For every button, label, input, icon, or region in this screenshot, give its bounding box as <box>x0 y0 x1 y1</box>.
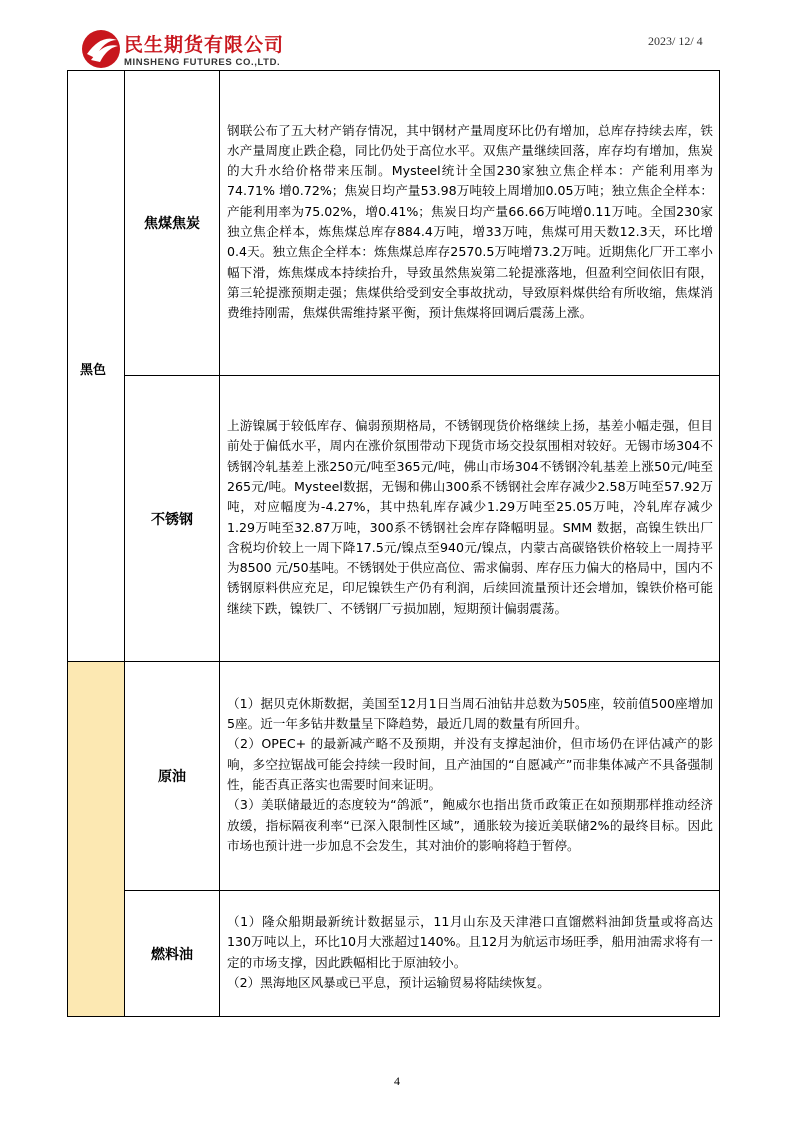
commentary-paragraph: （2）OPEC+ 的最新减产略不及预期，并没有支撑起油价，但市场仍在评估减产的影响，多空拉锯战可能会持续一段时间，且产油国的“自愿减产”而非集体减产不具备强制性，能否真正落实也需要时间来证明。 <box>227 736 713 792</box>
commodity-name: 不锈钢 <box>125 376 220 662</box>
page-header <box>80 22 730 72</box>
commentary-paragraph: （1）据贝克休斯数据，美国至12月1日当周石油钻井总数为505座，较前值500座增加5座。近一年多钻井数量呈下降趋势，最近几周的数量有所回升。 <box>227 695 713 732</box>
page-number: 4 <box>394 1074 400 1088</box>
report-date: 2023/ 12/ 4 <box>648 34 703 48</box>
commentary-paragraph: 上游镍属于较低库存、偏弱预期格局，不锈钢现货价格继续上扬，基差小幅走强，但目前处于偏低水平，周内在涨价氛围带动下现货市场交投氛围相对较好。无锡市场304不锈钢冷轧基差上涨250元/吨至365元/吨，佛山市场304不锈钢冷轧基差上涨50元/吨至265元/吨。Mysteel数据，无锡和佛山300系不锈钢社会库存减少2.58万吨至57.92万吨，对应幅度为-4.27%，其中热轧库存减少1.29万吨至25.05万吨，冷轧库存减少1.29万吨至32.87万吨，300系不锈钢社会库存降幅明显。SMM 数据，高镍生铁出厂含税均价较上一周下降17.5元/镍点至940元/镍点，内蒙古高碳铬铁价格较上一周持平为8500 元/50基吨。不锈钢处于供应高位、需求偏弱、库存压力偏大的格局中，国内不锈钢原料供应充足，印尼镍铁生产仍有利润，后续回流量预计还会增加，镍铁价格可能继续下跌，镍铁厂、不锈钢厂亏损加剧，短期预计偏弱震荡。 <box>227 418 713 616</box>
commentary-paragraph: （2）黑海地区风暴或已平息，预计运输贸易将陆续恢复。 <box>227 974 550 990</box>
commodity-name: 焦煤焦炭 <box>125 71 220 376</box>
table-row <box>68 662 720 891</box>
commodity-commentary <box>220 376 720 662</box>
minsheng-logo-icon <box>80 28 122 70</box>
commodity-name: 原油 <box>125 662 220 891</box>
category-cell <box>68 662 125 1017</box>
category-cell <box>68 71 125 662</box>
commentary-paragraph: 钢联公布了五大材产销存情况，其中钢材产量周度环比仍有增加，总库存持续去库，铁水产量周度止跌企稳，同比仍处于高位水平。双焦产量继续回落，库存均有增加，焦炭的大升水给价格带来压制。Mysteel统计全国230家独立焦企样本：产能利用率为74.71% 增0.72%；焦炭日均产量53.98万吨较上周增加0.05万吨；独立焦企全样本：产能利用率为75.02%，增0.41%；焦炭日均产量66.66万吨增0.11万吨。全国230家独立焦企样本，炼焦煤总库存884.4万吨，增33万吨，焦煤可用天数12.3天，环比增0.4天。独立焦企全样本：炼焦煤总库存2570.5万吨增73.2万吨。近期焦化厂开工率小幅下滑，炼焦煤成本持续抬升，导致虽然焦炭第二轮提涨落地，但盈利空间依旧有限，第三轮提涨预期走强；焦煤供给受到安全事故扰动，导致原料煤供给有所收缩，焦煤消费维持刚需，焦煤供需维持紧平衡，预计焦煤将回调后震荡上涨。 <box>227 122 713 321</box>
company-name-cn: 民生期货有限公司 <box>124 34 285 56</box>
commodity-name: 燃料油 <box>125 891 220 1017</box>
company-name-en: MINSHENG FUTURES CO.,LTD. <box>124 57 281 68</box>
commentary-paragraph: （3）美联储最近的态度较为“鸽派”，鲍威尔也指出货币政策正在如预期那样推动经济放缓，指标隔夜利率“已深入限制性区域”，通胀较为接近美联储2%的最终目标。因此市场也预计进一步加息不会发生，其对油价的影响将趋于暂停。 <box>227 797 713 853</box>
table-row <box>68 891 720 1017</box>
commodity-commentary <box>220 71 720 376</box>
commodity-commentary <box>220 662 720 891</box>
commodity-table <box>67 70 720 1017</box>
category-label: 黑色 <box>80 363 107 378</box>
commodity-commentary <box>220 891 720 1017</box>
table-row <box>68 71 720 376</box>
commentary-paragraph: （1）隆众船期最新统计数据显示，11月山东及天津港口直馏燃料油卸货量或将高达130万吨以上，环比10月大涨超过140%。且12月为航运市场旺季，船用油需求将有一定的市场支撑，因此跌幅相比于原油较小。 <box>227 913 713 970</box>
table-row <box>68 376 720 662</box>
